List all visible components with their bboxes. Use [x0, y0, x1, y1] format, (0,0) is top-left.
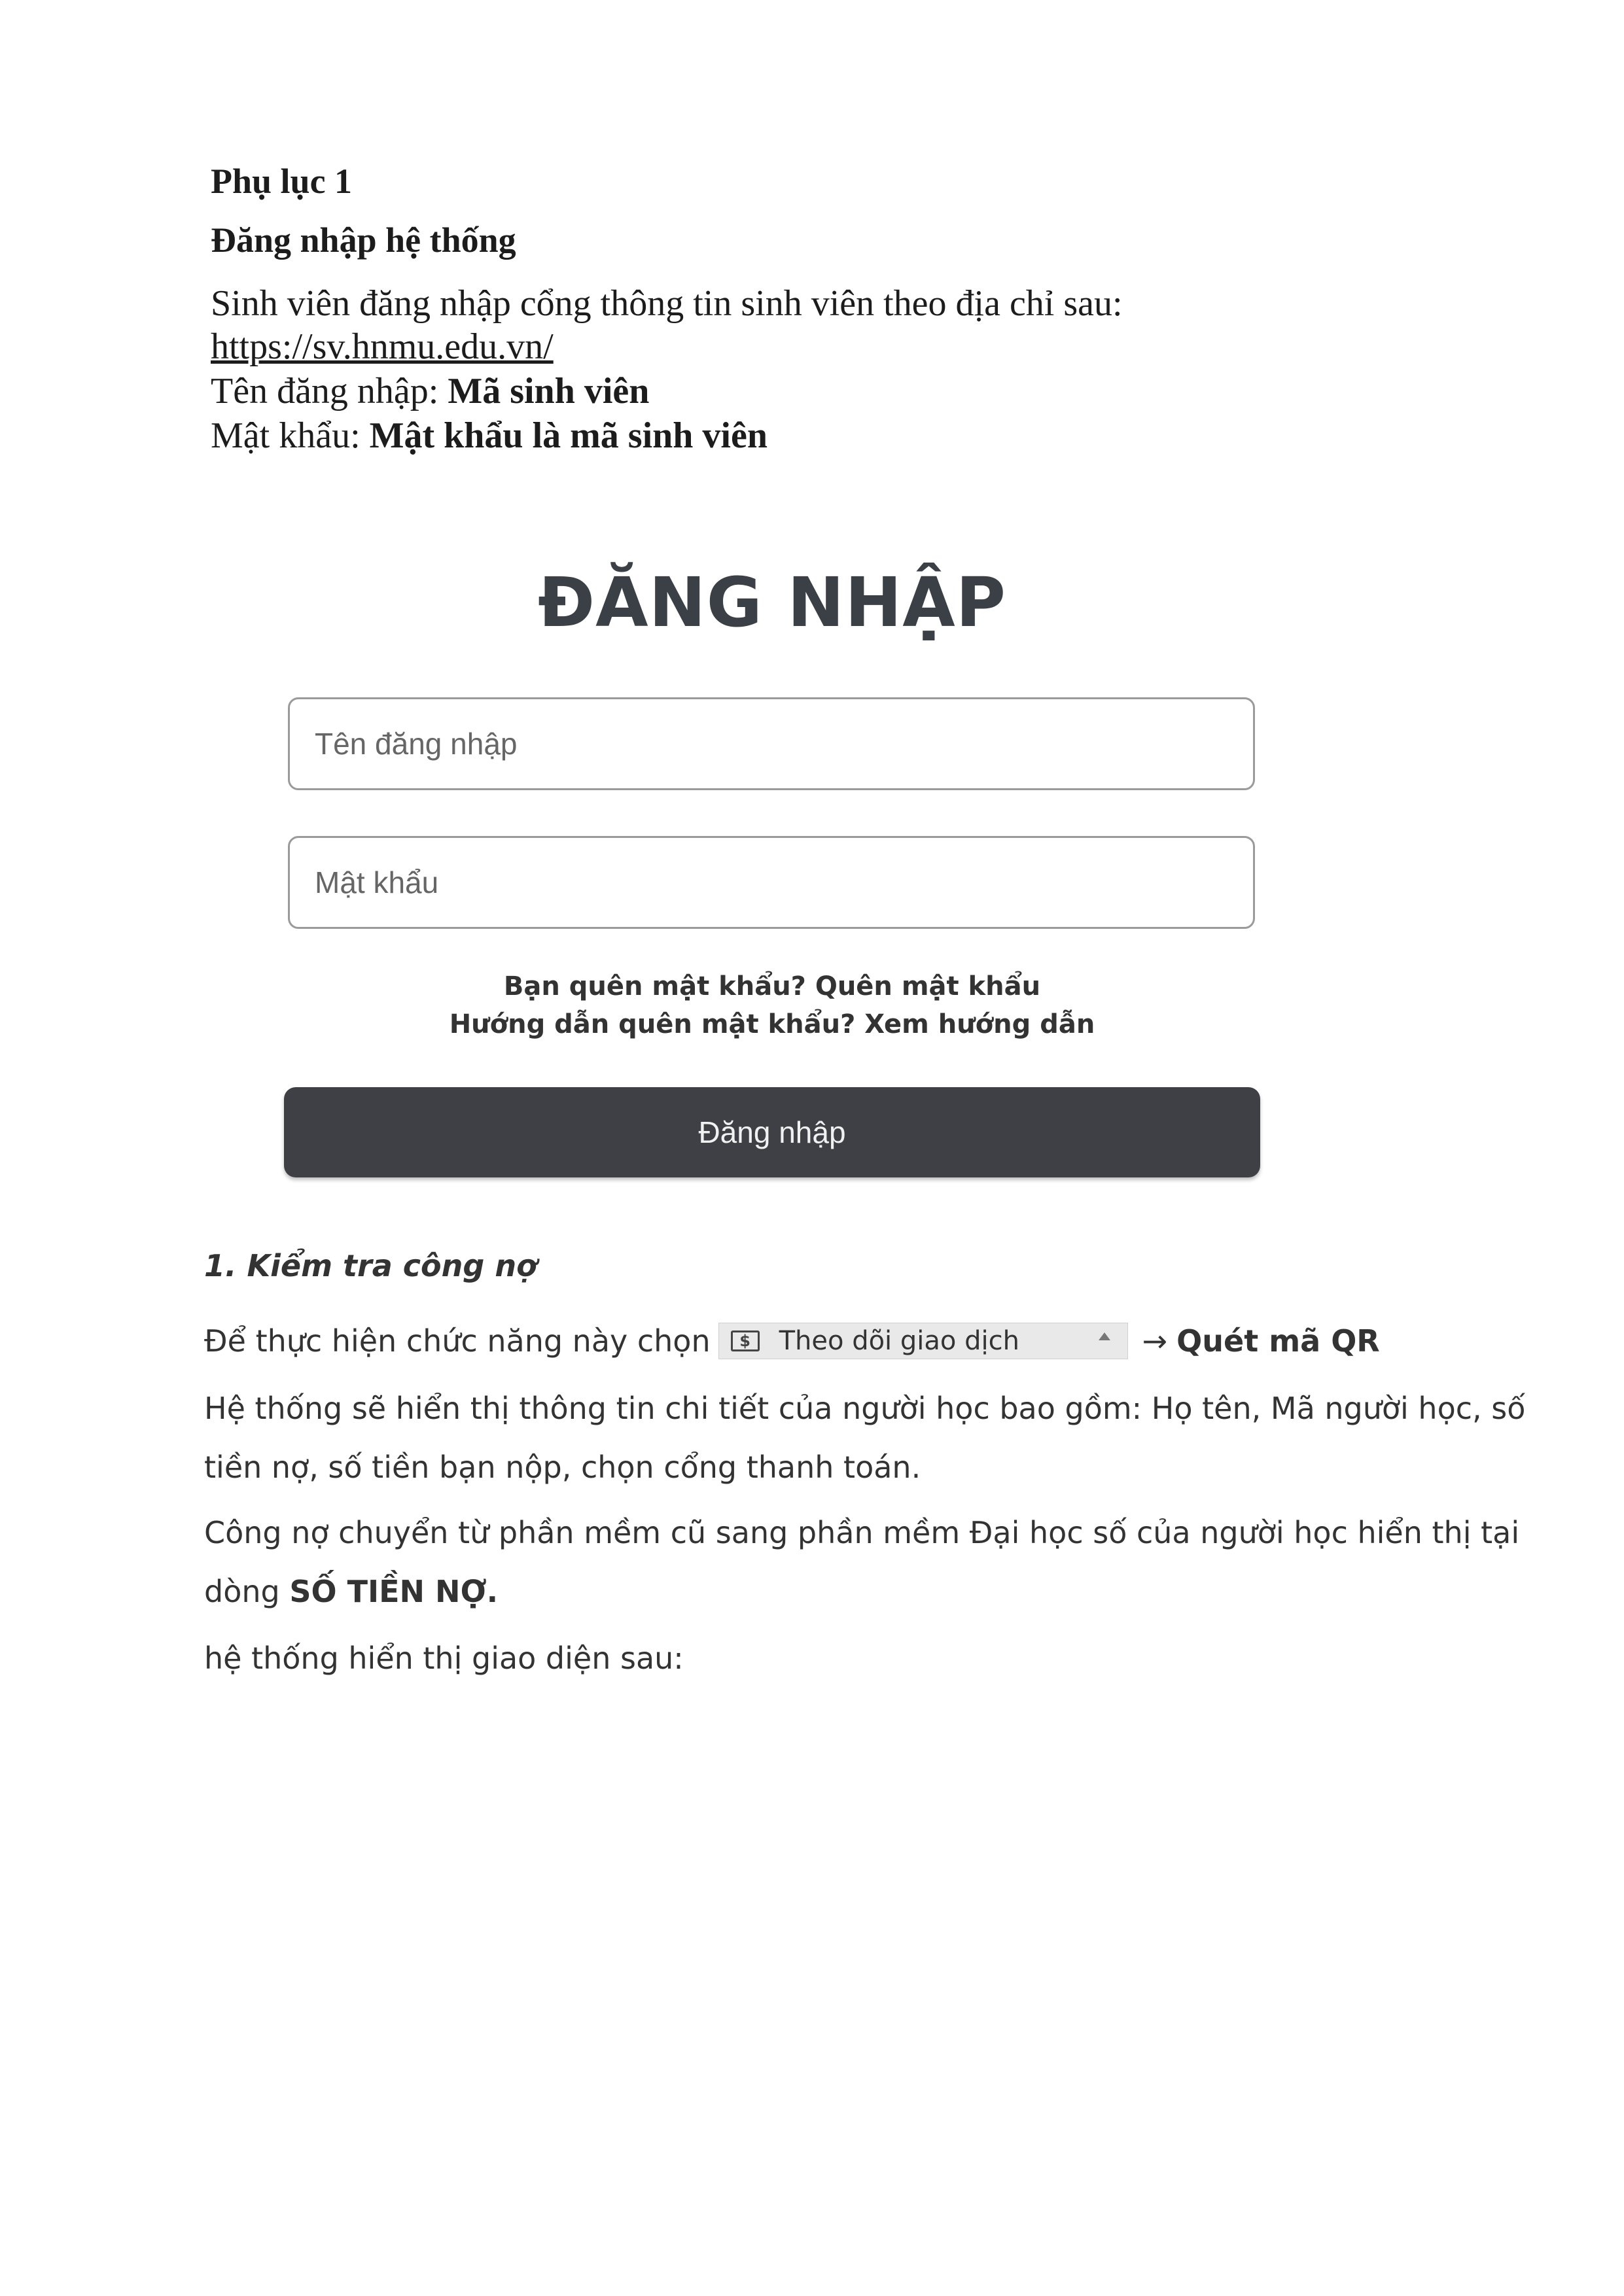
login-section-heading: Đăng nhập hệ thống	[211, 220, 516, 260]
password-guide-prompt: Hướng dẫn quên mật khẩu?	[449, 1009, 865, 1039]
username-instruction	[211, 370, 649, 412]
transaction-tracking-menu-item[interactable]	[718, 1323, 1128, 1359]
password-label: Mật khẩu:	[211, 415, 370, 456]
caret-up-icon	[1099, 1332, 1110, 1340]
instruction-line	[204, 1323, 1380, 1359]
migration-text-line-1: Công nợ chuyển từ phần mềm cũ sang phần mềm Đại học số của người học hiển thị tại	[204, 1515, 1520, 1550]
username-label: Tên đăng nhập:	[211, 371, 448, 411]
migration-prefix: dòng	[204, 1574, 290, 1609]
password-input[interactable]	[288, 836, 1255, 929]
detail-text-line-1: Hệ thống sẽ hiển thị thông tin chi tiết của người học bao gồm: Họ tên, Mã người học, số	[204, 1391, 1526, 1426]
username-input[interactable]	[288, 697, 1255, 790]
password-guide-link[interactable]: Xem hướng dẫn	[864, 1009, 1095, 1039]
display-text-line: hệ thống hiển thị giao diện sau:	[204, 1641, 684, 1676]
detail-text-line-2: tiền nợ, số tiền bạn nộp, chọn cổng thanh toán.	[204, 1450, 921, 1485]
forgot-password-prompt: Bạn quên mật khẩu?	[503, 971, 815, 1001]
password-instruction	[211, 415, 768, 457]
arrow-right-icon: →	[1142, 1323, 1168, 1359]
dollar-icon: $	[731, 1331, 760, 1351]
username-value: Mã sinh viên	[448, 371, 650, 411]
intro-text: Sinh viên đăng nhập cổng thông tin sinh viên theo địa chỉ sau:	[211, 283, 1123, 324]
scan-qr-label: Quét mã QR	[1176, 1323, 1380, 1359]
password-guide-line	[275, 1009, 1269, 1039]
debt-amount-label: SỐ TIỀN NỢ.	[289, 1574, 499, 1609]
instruction-prefix: Để thực hiện chức năng này chọn	[204, 1323, 711, 1359]
section-1-heading: 1. Kiểm tra công nợ	[204, 1248, 537, 1283]
portal-url-link[interactable]: https://sv.hnmu.edu.vn/	[211, 326, 554, 367]
password-value: Mật khẩu là mã sinh viên	[369, 415, 768, 456]
login-button[interactable]: Đăng nhập	[284, 1087, 1260, 1177]
forgot-password-line	[275, 971, 1269, 1001]
migration-text-line-2	[204, 1574, 498, 1609]
login-screenshot	[275, 543, 1269, 1197]
appendix-title: Phụ lục 1	[211, 162, 353, 201]
transaction-tracking-label: Theo dõi giao dịch	[779, 1326, 1019, 1356]
login-title: ĐĂNG NHẬP	[537, 563, 1007, 642]
forgot-password-link[interactable]: Quên mật khẩu	[815, 971, 1041, 1001]
